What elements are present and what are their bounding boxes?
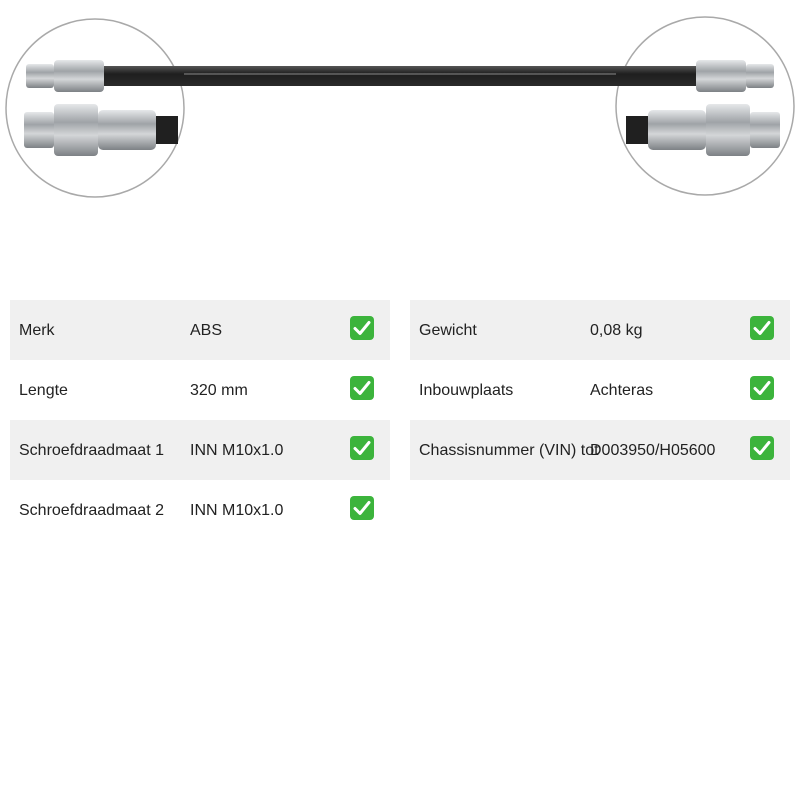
- spec-label: Gewicht: [419, 322, 477, 339]
- spec-row: [410, 420, 790, 480]
- spec-row: [10, 360, 390, 420]
- checkmark-icon: [350, 316, 374, 340]
- spec-label: Schroefdraadmaat 1: [19, 442, 164, 459]
- spec-table-left: [10, 300, 390, 540]
- spec-label: Merk: [19, 322, 55, 339]
- spec-label: Schroefdraadmaat 2: [19, 502, 164, 519]
- spec-label: Chassisnummer (VIN) tot: [419, 442, 599, 459]
- checkmark-icon: [350, 376, 374, 400]
- spec-value: 320 mm: [190, 382, 248, 399]
- spec-value: 0,08 kg: [590, 322, 643, 339]
- spec-value: ABS: [190, 322, 223, 339]
- spec-value: Achteras: [590, 382, 654, 399]
- spec-value: D003950/H05600: [590, 442, 716, 459]
- product-image: [0, 0, 800, 220]
- checkmark-icon: [750, 316, 774, 340]
- spec-row: [10, 420, 390, 480]
- checkmark-icon: [350, 496, 374, 520]
- spec-row: [410, 360, 790, 420]
- spec-table-right: [410, 300, 790, 480]
- spec-row: [10, 300, 390, 360]
- checkmark-icon: [750, 436, 774, 460]
- spec-value: INN M10x1.0: [190, 502, 284, 519]
- fitting-detail-left: [6, 19, 184, 197]
- checkmark-icon: [350, 436, 374, 460]
- spec-label: Lengte: [19, 382, 68, 399]
- spec-label: Inbouwplaats: [419, 382, 514, 399]
- spec-value: INN M10x1.0: [190, 442, 284, 459]
- fitting-detail-right: [616, 17, 794, 195]
- checkmark-icon: [750, 376, 774, 400]
- spec-row: [10, 480, 390, 540]
- spec-row: [410, 300, 790, 360]
